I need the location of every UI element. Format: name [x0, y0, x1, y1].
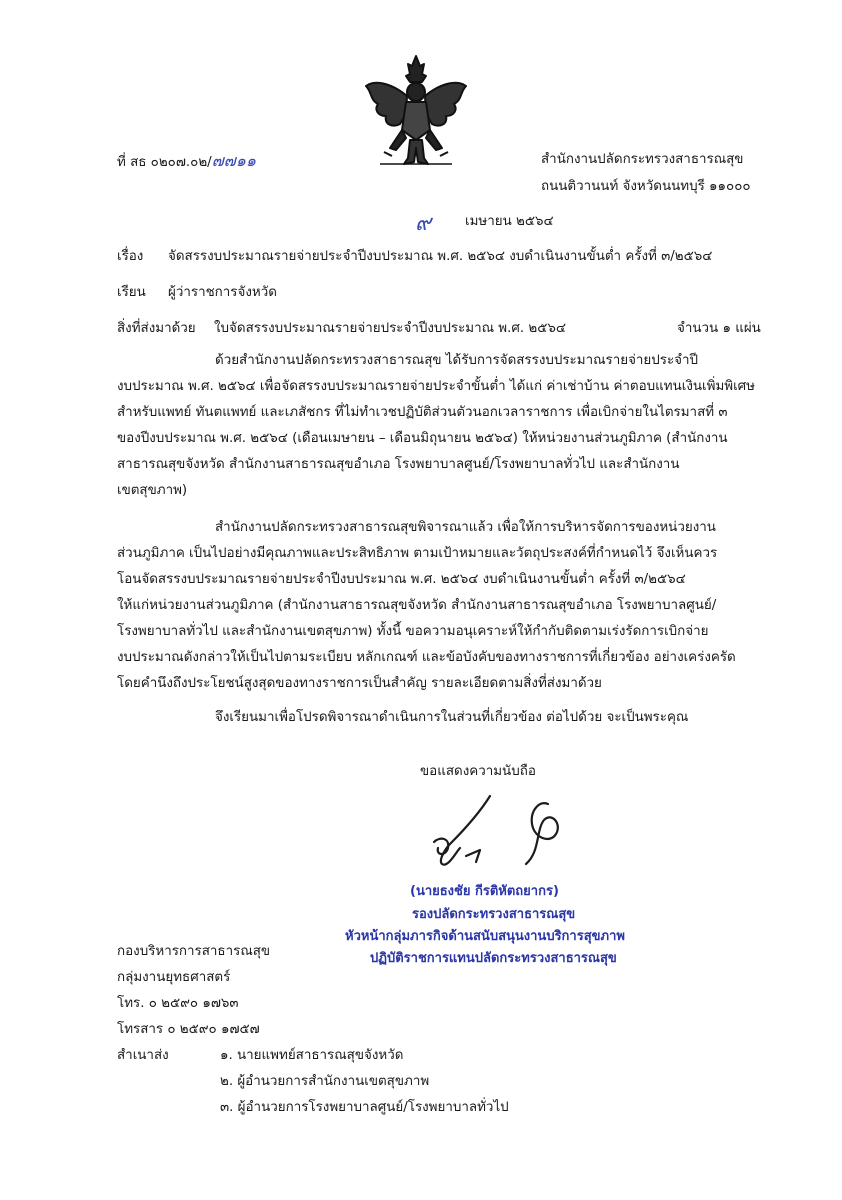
handwritten-signature: [420, 790, 590, 870]
signatory-name: (นายธงชัย กีรติหัตถยากร): [410, 884, 559, 899]
recipient-label: เรียน: [117, 285, 146, 300]
sender-line2: ถนนติวานนท์ จังหวัดนนทบุรี ๑๑๐๐๐: [541, 179, 751, 194]
contact-phone: โทร. ๐ ๒๕๙๐ ๑๗๖๓: [117, 996, 239, 1011]
copy-to-item: ๓. ผู้อำนวยการโรงพยาบาลศูนย์/โรงพยาบาลทั่วไป: [220, 1100, 509, 1115]
enclosure-count: จำนวน ๑ แผ่น: [677, 321, 761, 336]
paragraph-2-line: โดยคำนึงถึงประโยชน์สูงสุดของทางราชการเป็นสำคัญ รายละเอียดตามสิ่งที่ส่งมาด้วย: [117, 676, 602, 691]
paragraph-1-line: สาธารณสุขจังหวัด สำนักงานสาธารณสุขอำเภอ โรงพยาบาลศูนย์/โรงพยาบาลทั่วไป และสำนักงาน: [117, 457, 680, 472]
copy-to-item: ๒. ผู้อำนวยการสำนักงานเขตสุขภาพ: [220, 1074, 430, 1089]
signatory-position-3: ปฏิบัติราชการแทนปลัดกระทรวงสาธารณสุข: [370, 951, 617, 966]
doc-ref-label: ที่ สธ ๐๒๐๗.๐๒/: [117, 155, 212, 170]
contact-group: กลุ่มงานยุทธศาสตร์: [117, 970, 231, 985]
garuda-emblem: [360, 52, 472, 170]
contact-fax: โทรสาร ๐ ๒๕๙๐ ๑๗๕๗: [117, 1022, 260, 1037]
paragraph-2-line: โรงพยาบาลทั่วไป และสำนักงานเขตสุขภาพ) ทั้งนี้ ขอความอนุเคราะห์ให้กำกับติดตามเร่งรัดการเบิกจ่าย: [117, 624, 709, 639]
paragraph-1-line: เขตสุขภาพ): [117, 483, 188, 498]
date-day: ๙: [415, 211, 432, 236]
doc-ref-number: ๗๗๑๑: [211, 151, 257, 170]
paragraph-2-line: งบประมาณดังกล่าวให้เป็นไปตามระเบียบ หลักเกณฑ์ และข้อบังคับของทางราชการที่เกี่ยวข้อง อย่างเคร่งครัด: [117, 650, 736, 665]
paragraph-1-line: งบประมาณ พ.ศ. ๒๕๖๔ เพื่อจัดสรรงบประมาณรายจ่ายประจำขั้นต่ำ ได้แก่ ค่าเช่าบ้าน ค่าตอบแทนเงินเพิ่มพิเศษ: [117, 379, 756, 394]
paragraph-2-line: สำนักงานปลัดกระทรวงสาธารณสุขพิจารณาแล้ว เพื่อให้การบริหารจัดการของหน่วยงาน: [215, 520, 716, 535]
paragraph-1-line: ด้วยสำนักงานปลัดกระทรวงสาธารณสุข ได้รับการจัดสรรงบประมาณรายจ่ายประจำปี: [215, 353, 699, 368]
date-month-year: เมษายน ๒๕๖๔: [465, 214, 554, 229]
copy-to-label: สำเนาส่ง: [117, 1048, 169, 1063]
doc-ref: [117, 153, 256, 169]
paragraph-2-line: ส่วนภูมิภาค เป็นไปอย่างมีคุณภาพและประสิทธิภาพ ตามเป้าหมายและวัตถุประสงค์ที่กำหนดไว้ จึงเห็นควร: [117, 546, 718, 561]
salutation: ขอแสดงความนับถือ: [420, 764, 536, 779]
paragraph-1: [117, 348, 785, 504]
contact-division: กองบริหารการสาธารณสุข: [117, 944, 271, 959]
enclosure-text: ใบจัดสรรงบประมาณรายจ่ายประจำปีงบประมาณ พ.ศ. ๒๕๖๔: [214, 321, 566, 336]
paragraph-1-line: สำหรับแพทย์ ทันตแพทย์ และเภสัชกร ที่ไม่ทำเวชปฏิบัติส่วนตัวนอกเวลาราชการ เพื่อเบิกจ่ายในไตรมาสที่ ๓: [117, 405, 728, 420]
paragraph-2: [117, 515, 785, 697]
recipient-text: ผู้ว่าราชการจังหวัด: [168, 285, 277, 300]
paragraph-2-line: โอนจัดสรรงบประมาณรายจ่ายประจำปีงบประมาณ พ.ศ. ๒๕๖๔ งบดำเนินงานขั้นต่ำ ครั้งที่ ๓/๒๕๖๔: [117, 572, 686, 587]
copy-to-item: ๑. นายแพทย์สาธารณสุขจังหวัด: [220, 1048, 404, 1063]
subject-text: จัดสรรงบประมาณรายจ่ายประจำปีงบประมาณ พ.ศ. ๒๕๖๔ งบดำเนินงานขั้นต่ำ ครั้งที่ ๓/๒๕๖๔: [168, 249, 713, 264]
signatory-position-1: รองปลัดกระทรวงสาธารณสุข: [412, 907, 576, 922]
closing-request: จึงเรียนมาเพื่อโปรดพิจารณาดำเนินการในส่วนที่เกี่ยวข้อง ต่อไปด้วย จะเป็นพระคุณ: [215, 710, 689, 725]
subject-label: เรื่อง: [117, 249, 144, 264]
sender-line1: สำนักงานปลัดกระทรวงสาธารณสุข: [541, 152, 744, 167]
signatory-position-2: หัวหน้ากลุ่มภารกิจด้านสนับสนุนงานบริการสุขภาพ: [345, 929, 625, 944]
paragraph-1-line: ของปีงบประมาณ พ.ศ. ๒๕๖๔ (เดือนเมษายน – เดือนมิถุนายน ๒๕๖๔) ให้หน่วยงานส่วนภูมิภาค (สำนักงาน: [117, 431, 728, 446]
enclosure-label: สิ่งที่ส่งมาด้วย: [117, 321, 196, 336]
paragraph-2-line: ให้แก่หน่วยงานส่วนภูมิภาค (สำนักงานสาธารณสุขจังหวัด สำนักงานสาธารณสุขอำเภอ โรงพยาบาลศูนย์/: [117, 598, 717, 613]
